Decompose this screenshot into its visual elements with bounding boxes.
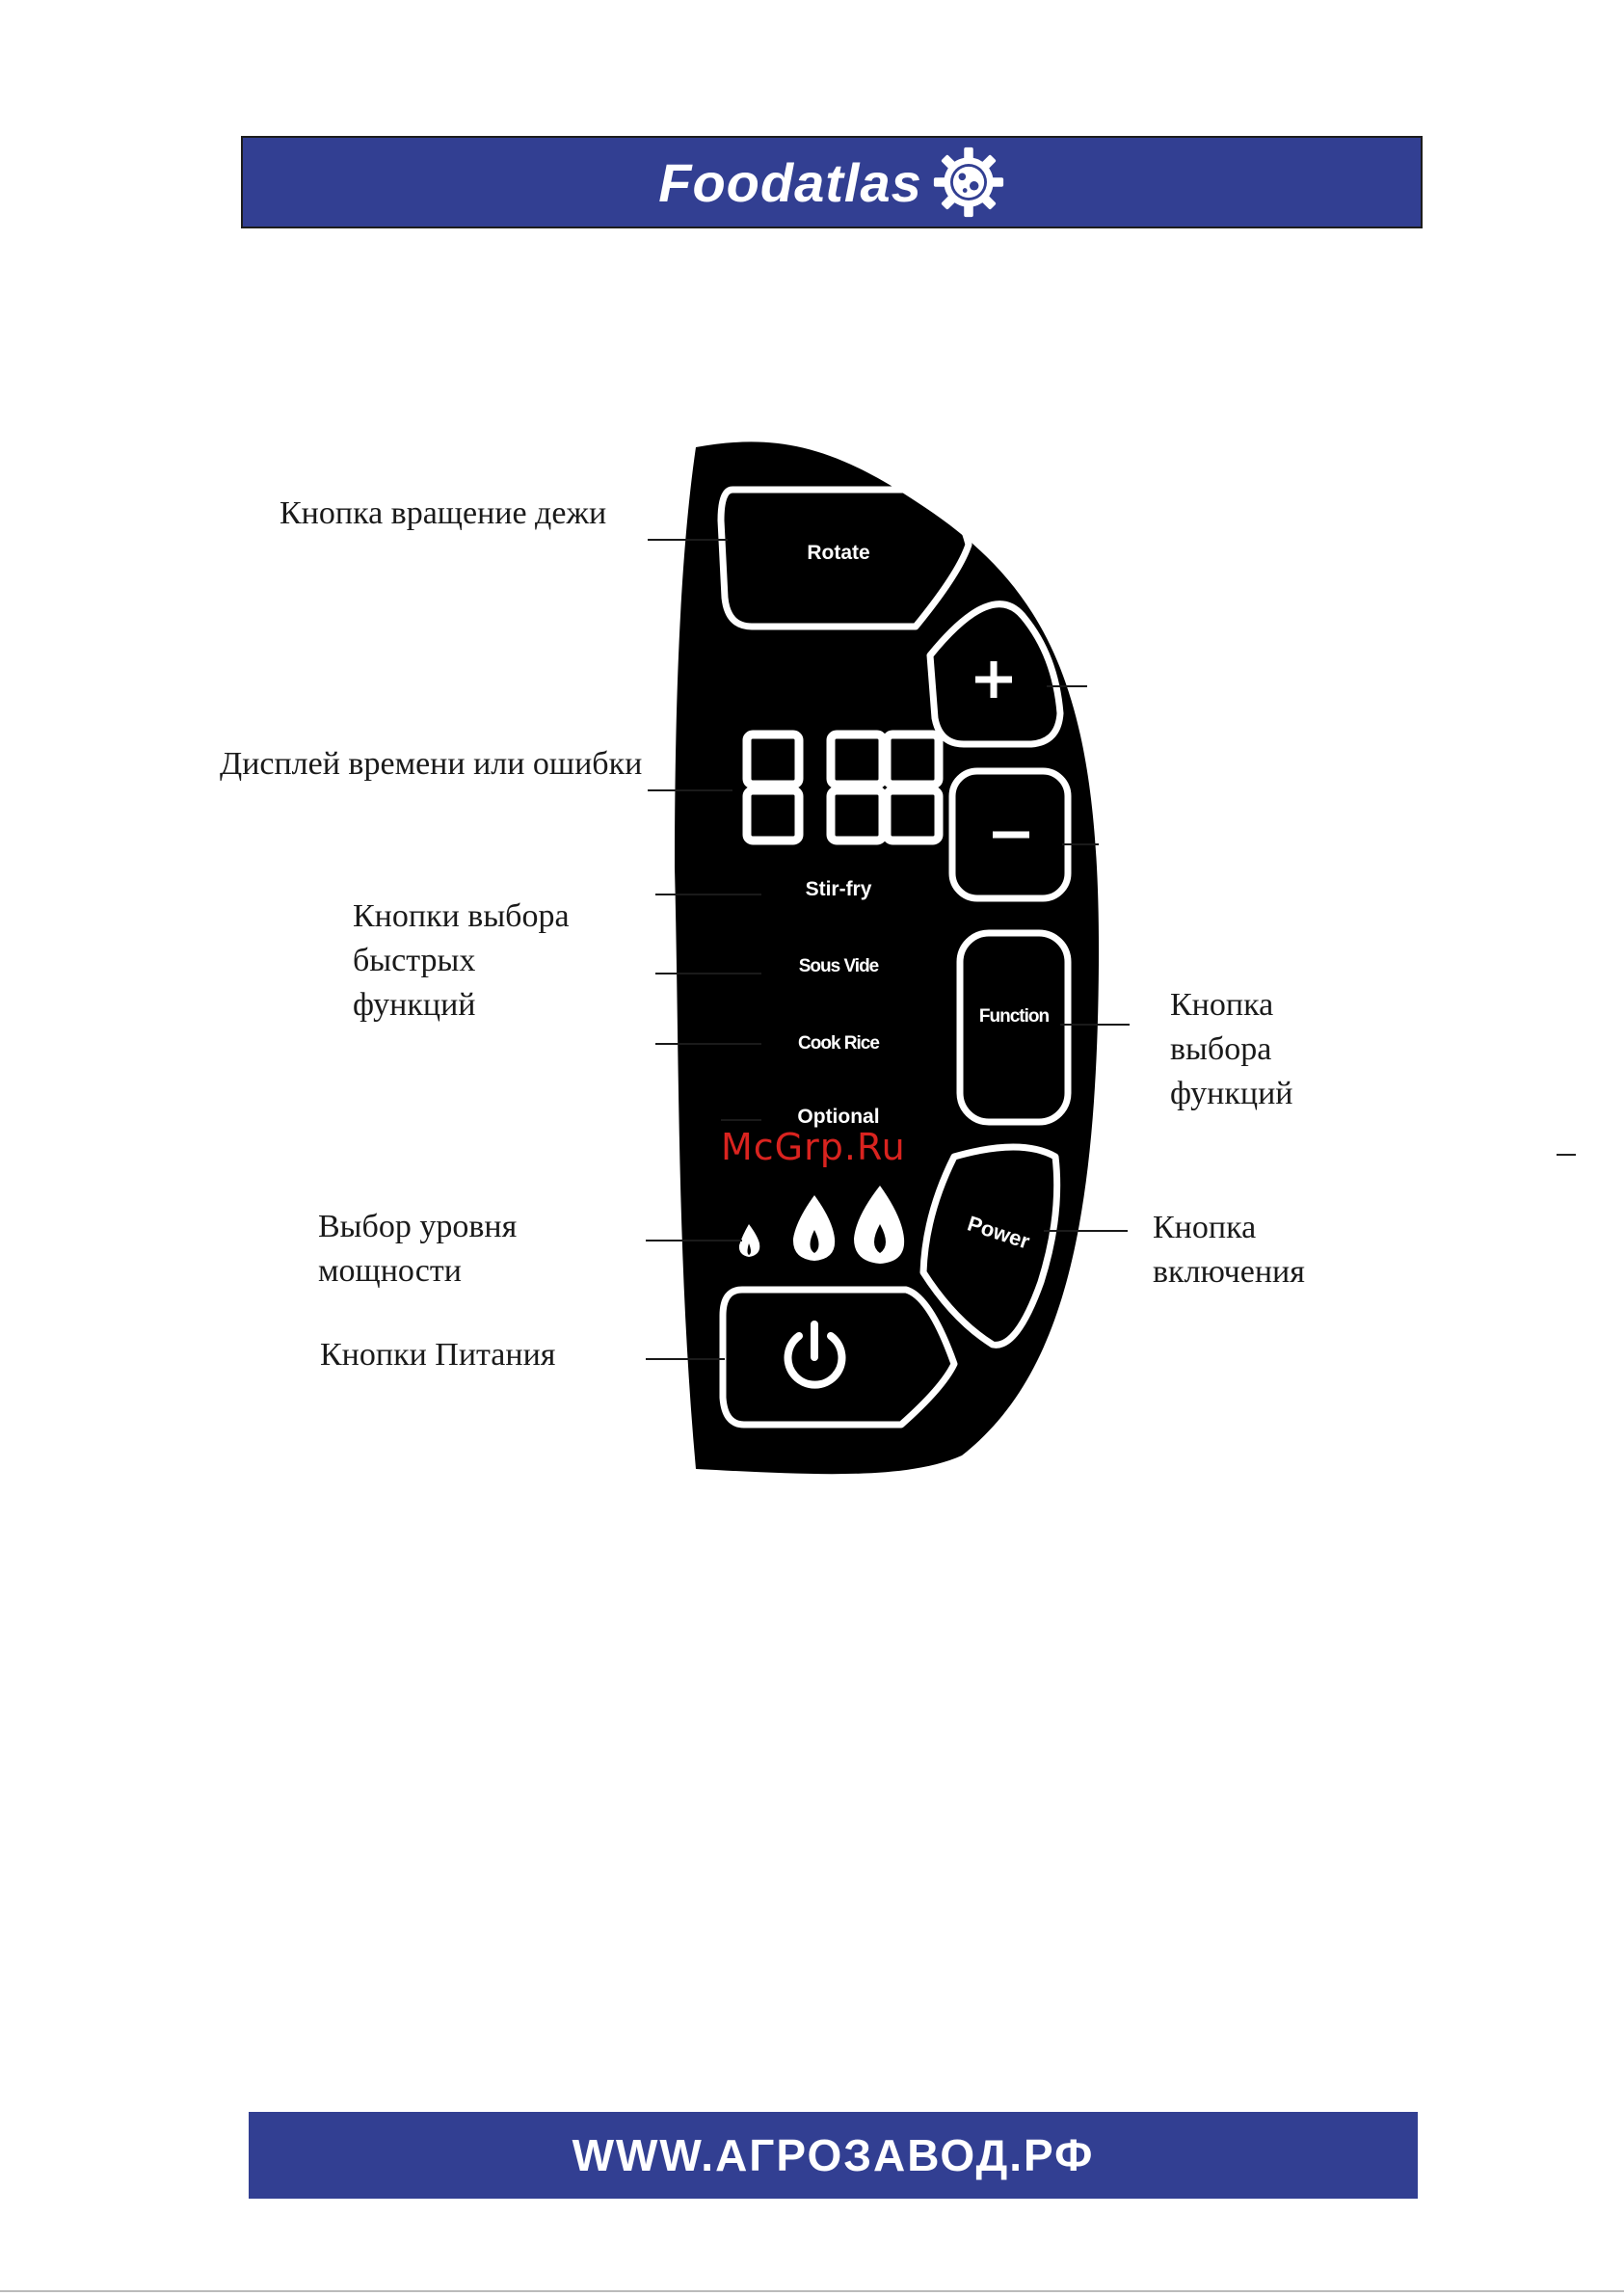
callout-function-line1: Кнопка xyxy=(1170,987,1274,1023)
callout-display: Дисплей времени или ошибки xyxy=(220,746,643,782)
watermark: McGrp.Ru xyxy=(721,1126,906,1168)
callout-quick-line3: функций xyxy=(353,987,476,1023)
callout-function-line3: функций xyxy=(1170,1076,1293,1111)
quick-function-stir-fry[interactable]: Stir-fry xyxy=(805,878,872,900)
brand-logo-text: Foodatlas xyxy=(658,151,922,213)
rotate-button-label[interactable]: Rotate xyxy=(807,542,870,564)
quick-function-optional[interactable]: Optional xyxy=(797,1106,880,1128)
callout-power-on-line1: Кнопка xyxy=(1153,1210,1257,1245)
callout-power-level-line2: мощности xyxy=(318,1253,462,1289)
callout-quick-line1: Кнопки выбора xyxy=(353,898,570,934)
callout-quick-line2: быстрых xyxy=(353,943,476,978)
callout-rotate: Кнопка вращение дежи xyxy=(280,495,607,531)
callout-function-line2: выбора xyxy=(1170,1031,1272,1067)
function-button-label[interactable]: Function xyxy=(978,1006,1050,1027)
callout-power-on-line2: включения xyxy=(1153,1254,1305,1290)
power-button-label[interactable]: Power xyxy=(964,1211,1033,1254)
quick-function-sous-vide[interactable]: Sous Vide xyxy=(798,956,879,976)
page-bottom-line xyxy=(0,2290,1624,2292)
footer-url[interactable]: WWW.АГРОЗАВОД.РФ xyxy=(572,2130,1095,2180)
callout-power-level-line1: Выбор уровня xyxy=(318,1209,518,1244)
footer-banner xyxy=(249,2112,1418,2199)
callout-power-supply: Кнопки Питания xyxy=(320,1337,556,1373)
margin-dash xyxy=(1557,1154,1576,1156)
quick-function-cook-rice[interactable]: Cook Rice xyxy=(798,1033,879,1054)
